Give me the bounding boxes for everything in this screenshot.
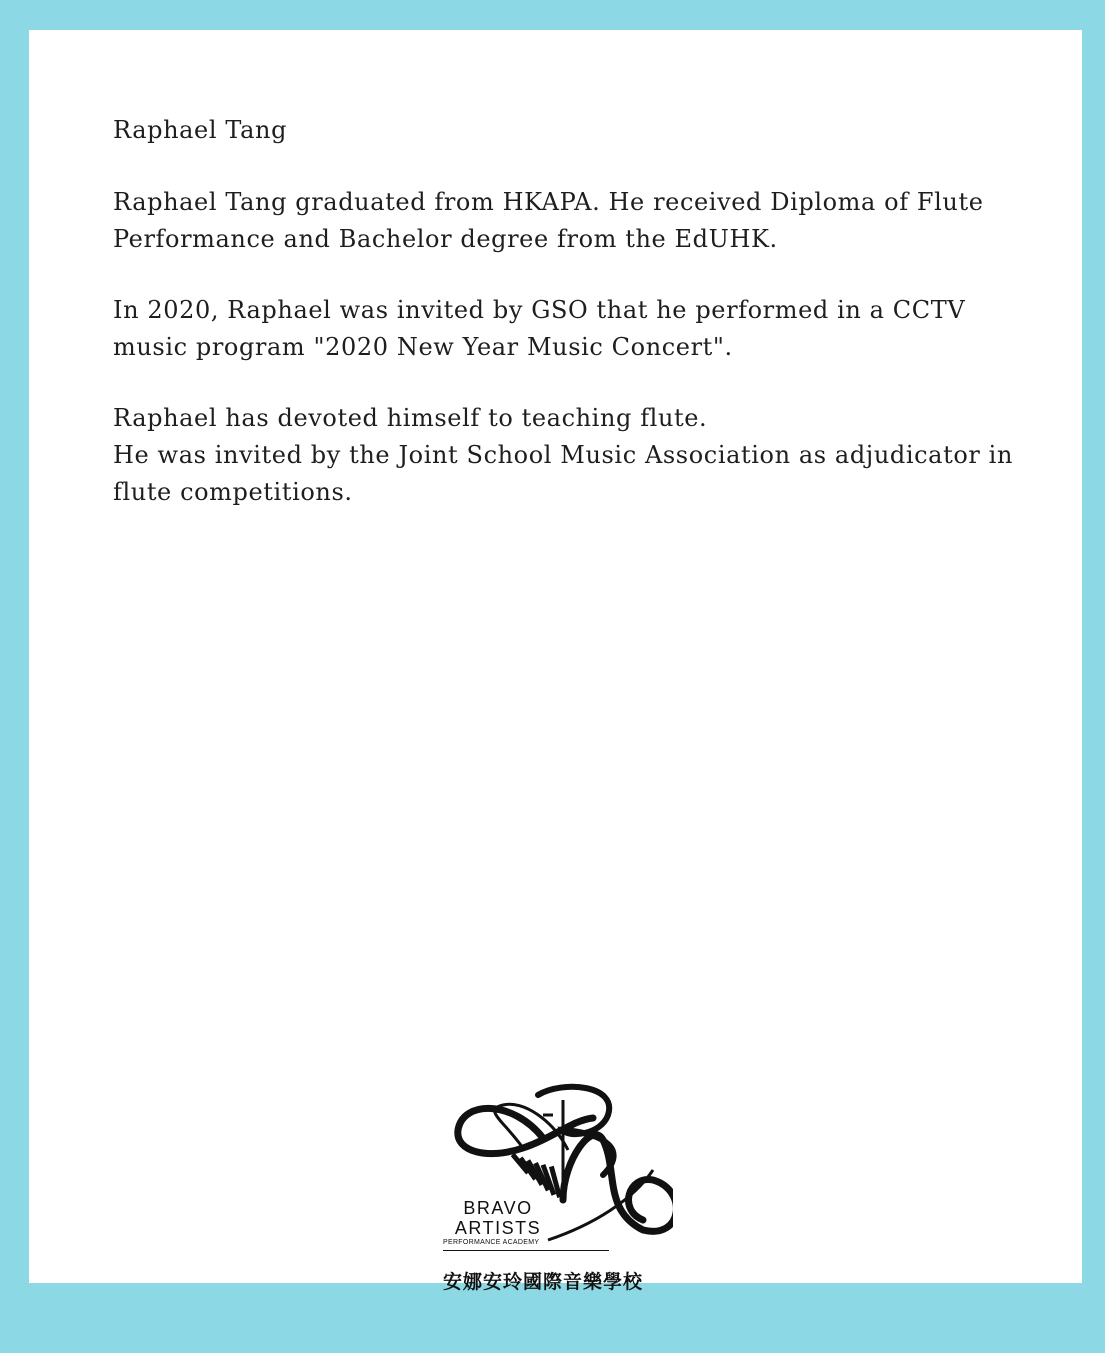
- academy-logo: [443, 1060, 673, 1293]
- bio-paragraph-teaching: [113, 400, 1043, 511]
- logo-brand-line-1: BRAVO: [463, 1198, 533, 1218]
- bio-line: He was invited by the Joint School Music Association as adjudicator in: [113, 441, 1013, 469]
- bio-line: Performance and Bachelor degree from the EdUHK.: [113, 225, 778, 253]
- bio-line: Raphael Tang graduated from HKAPA. He received Diploma of Flute: [113, 188, 984, 216]
- logo-chinese-name: 安娜安玲國際音樂學校: [443, 1271, 644, 1293]
- bio-card: [29, 30, 1082, 1293]
- bio-paragraph-education: [113, 184, 1043, 258]
- logo-brand-line-2: ARTISTS: [454, 1218, 542, 1238]
- bio-paragraph-performance: [113, 292, 1043, 366]
- logo-brand-line-3: PERFORMANCE ACADEMY: [443, 1238, 609, 1251]
- bio-content: [113, 112, 1043, 545]
- bio-line: Raphael has devoted himself to teaching flute.: [113, 404, 708, 432]
- teacher-name: Raphael Tang: [113, 116, 288, 144]
- bio-line: flute competitions.: [113, 478, 353, 506]
- bio-line: In 2020, Raphael was invited by GSO that he performed in a CCTV: [113, 296, 966, 324]
- logo-brand-text: [443, 1198, 553, 1251]
- bio-line: music program "2020 New Year Music Concert".: [113, 333, 733, 361]
